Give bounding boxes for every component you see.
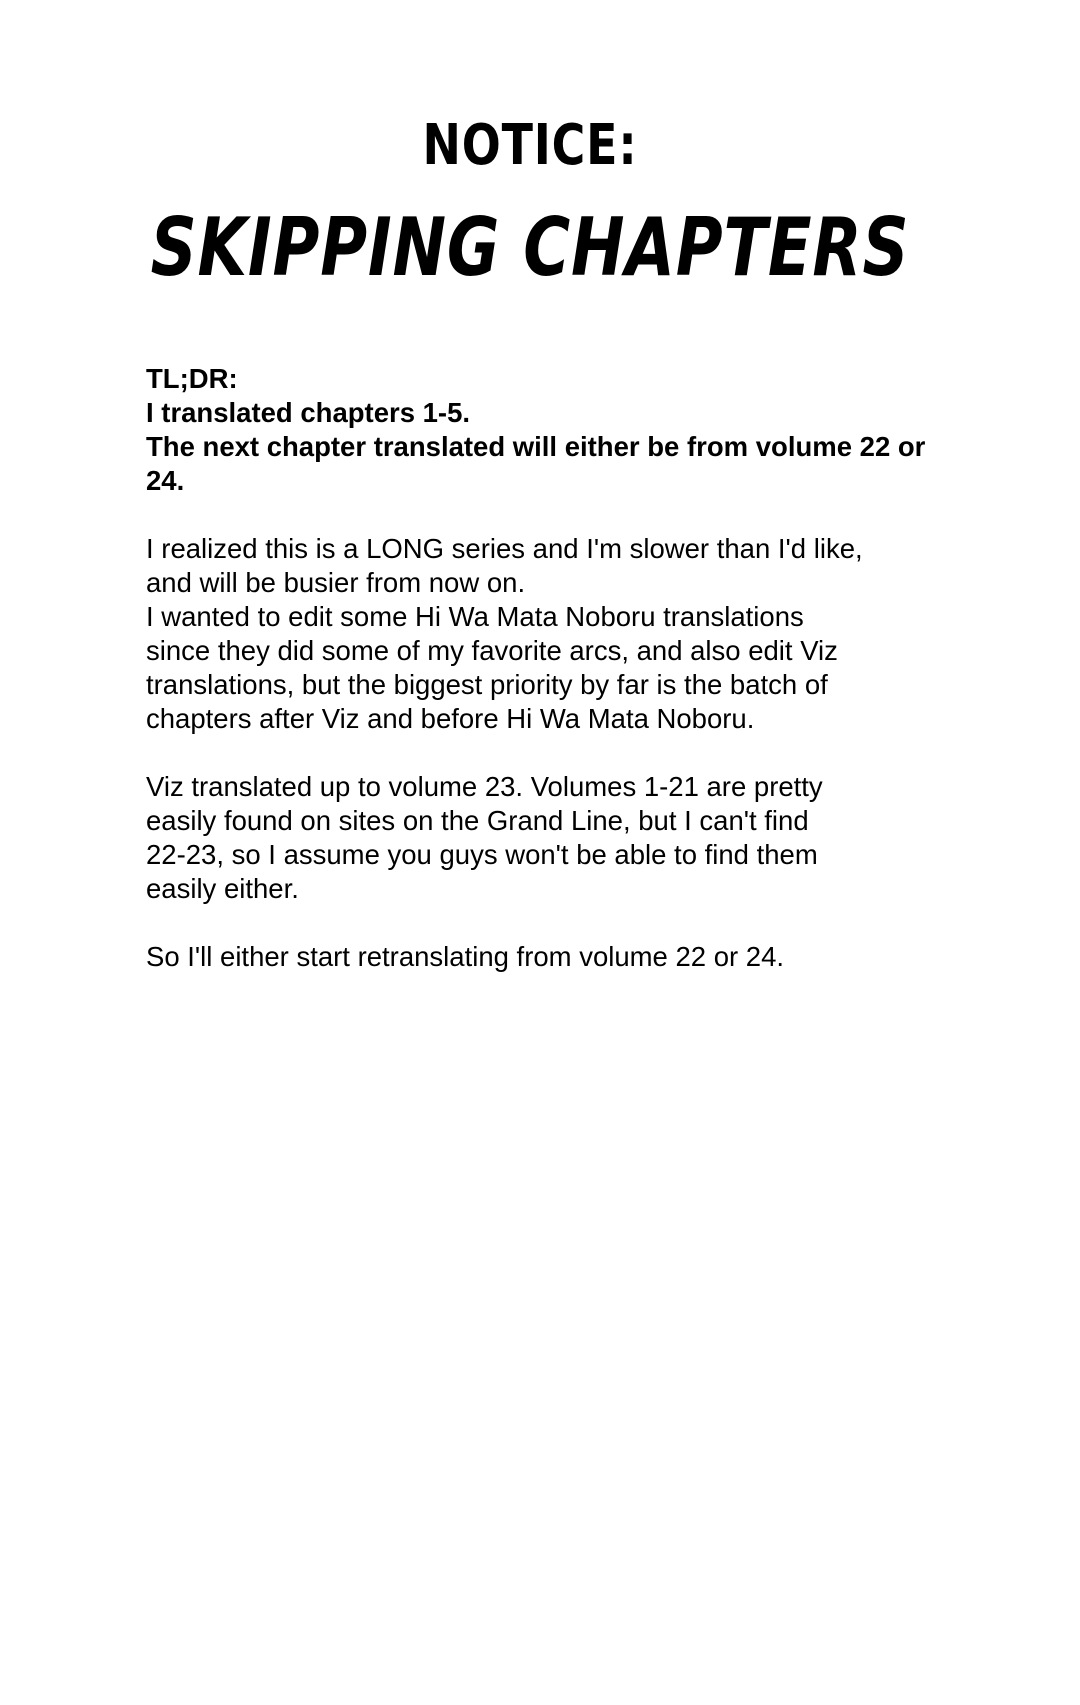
paragraph-3 — [146, 940, 946, 974]
tldr-line: The next chapter translated will either be from volume 22 or — [146, 431, 926, 462]
paragraph-2 — [146, 770, 946, 906]
paragraph-line: easily either. — [146, 873, 299, 904]
paragraph-spacer — [146, 906, 946, 940]
paragraph-line: chapters after Viz and before Hi Wa Mata Noboru. — [146, 703, 755, 734]
tldr-line: 24. — [146, 465, 185, 496]
paragraph-spacer — [146, 736, 946, 770]
paragraph-line: Viz translated up to volume 23. Volumes 1-21 are pretty — [146, 771, 823, 802]
paragraph-line: easily found on sites on the Grand Line, but I can't find — [146, 805, 809, 836]
paragraph-line: since they did some of my favorite arcs, and also edit Viz — [146, 635, 838, 666]
paragraph-line: and will be busier from now on. — [146, 567, 526, 598]
notice-title: NOTICE: — [422, 113, 638, 178]
notice-body — [146, 362, 946, 974]
paragraph-line: I wanted to edit some Hi Wa Mata Noboru translations — [146, 601, 804, 632]
tldr-line: I translated chapters 1-5. — [146, 397, 471, 428]
paragraph-line: I realized this is a LONG series and I'm slower than I'd like, — [146, 533, 863, 564]
paragraph-line: So I'll either start retranslating from volume 22 or 24. — [146, 941, 785, 972]
paragraph-line: 22-23, so I assume you guys won't be able to find them — [146, 839, 818, 870]
paragraph-1 — [146, 532, 946, 736]
paragraph-line: translations, but the biggest priority by far is the batch of — [146, 669, 828, 700]
tldr-section — [146, 362, 946, 498]
paragraph-spacer — [146, 498, 946, 532]
tldr-label: TL;DR: — [146, 363, 238, 394]
notice-subtitle: SKIPPING CHAPTERS — [150, 201, 910, 294]
